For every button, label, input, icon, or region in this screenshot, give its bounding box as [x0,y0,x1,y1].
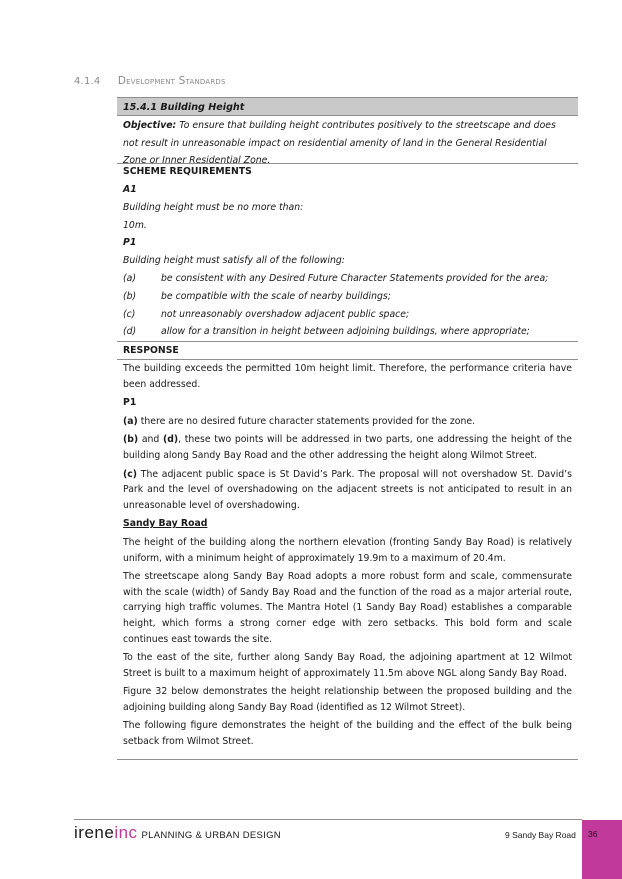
response-intro: The building exceeds the permitted 10m height limit. Therefore, the performance criteria have been addressed. [123,363,572,390]
criteria-text: be consistent with any Desired Future Character Statements provided for the area; [161,272,549,284]
criteria-key: (a) [123,272,136,284]
criteria-item [123,270,578,288]
point-key: (c) [123,468,138,480]
scheme-requirements [117,181,578,341]
brand-name-part2: inc [114,823,138,842]
point-text: , these two points will be addressed in two parts, one addressing the height of the building along Sandy Bay Road and the other addressing the height along Wilmot Street. [123,434,572,461]
point-text: there are no desired future character statements provided for the zone. [137,415,476,427]
response-paragraph: Figure 32 below demonstrates the height relationship between the proposed building and the adjoining building along Sandy Bay Road (identified as 12 Wilmot Street). [123,686,572,713]
subheading-sandy-bay-road: Sandy Bay Road [123,518,208,530]
criteria-text: allow for a transition in height between adjoining buildings, where appropriate; [161,326,530,338]
objective-text: To ensure that building height contributes positively to the streetscape and does not result in unreasonable impact on residential amenity of land in the General Residential Zone or Inner Residential Zone. [123,120,556,166]
section-title: Development Standards [117,75,226,87]
criteria-key: (d) [123,326,137,338]
p1-label: P1 [123,237,137,249]
criteria-text: not unreasonably overshadow adjacent public space; [161,308,410,320]
footer-divider [74,819,582,820]
objective-label: Objective: [123,120,177,131]
criteria-item [123,323,578,341]
a1-intro: Building height must be no more than: [123,201,304,213]
a1-value: 10m. [123,219,147,231]
response-paragraph: The streetscape along Sandy Bay Road adopts a more robust form and scale, commensurate with the scale (width) of Sandy Bay Road and the function of the road as a major arterial route, carrying high traffic volumes. The Mantra Hotel (1 Sandy Bay Road) establishes a comparable height, which forms a strong corner edge with zero setbacks. This bold form and scale continues east towards the site. [123,571,572,645]
response-paragraph: The following figure demonstrates the height of the building and the effect of the bulk being setback from Wilmot Street. [123,720,572,748]
objective-block [117,116,578,164]
section-heading [74,75,226,87]
brand-logo [74,823,281,843]
p1-intro: Building height must satisfy all of the following: [123,255,345,267]
brand-tagline: PLANNING & URBAN DESIGN [141,830,281,841]
criteria-text: be compatible with the scale of nearby buildings; [161,290,391,302]
point-connector: and [138,434,163,446]
footer-address: 9 Sandy Bay Road [505,830,576,840]
response-point-bd [123,432,572,463]
point-key: (a) [123,415,138,427]
standard-title: 15.4.1 Building Height [117,97,578,116]
criteria-key: (c) [123,308,136,320]
criteria-item [123,306,578,324]
response-paragraph: To the east of the site, further along Sandy Bay Road, the adjoining apartment at 12 Wilmot Street is built to a maximum height of approximately 11.5m above NGL along Sandy Bay Road. [123,652,572,679]
point-text: The adjacent public space is St David’s Park. The proposal will not overshadow St. David’s Park and the level of overshadowing on the adjacent streets is not anticipated to result in an unreasonable level of overshadowing. [123,468,572,511]
section-number: 4.1.4 [74,76,101,87]
criteria-item [123,288,578,306]
brand-name-part1: irene [74,823,115,842]
response-p1-label: P1 [123,397,137,409]
response-body [117,359,578,760]
scheme-requirements-heading: SCHEME REQUIREMENTS [123,166,252,177]
response-point-c [123,467,572,514]
page-number: 36 [588,829,598,839]
response-point-a [123,414,572,430]
a1-label: A1 [123,184,137,195]
point-key: (b) [123,434,139,446]
response-heading: RESPONSE [117,341,578,359]
point-key: (d) [162,434,179,446]
criteria-key: (b) [123,290,137,302]
response-paragraph: The height of the building along the northern elevation (fronting Sandy Bay Road) is relatively uniform, with a minimum height of approximately 19.9m to a maximum of 20.4m. [123,536,572,564]
